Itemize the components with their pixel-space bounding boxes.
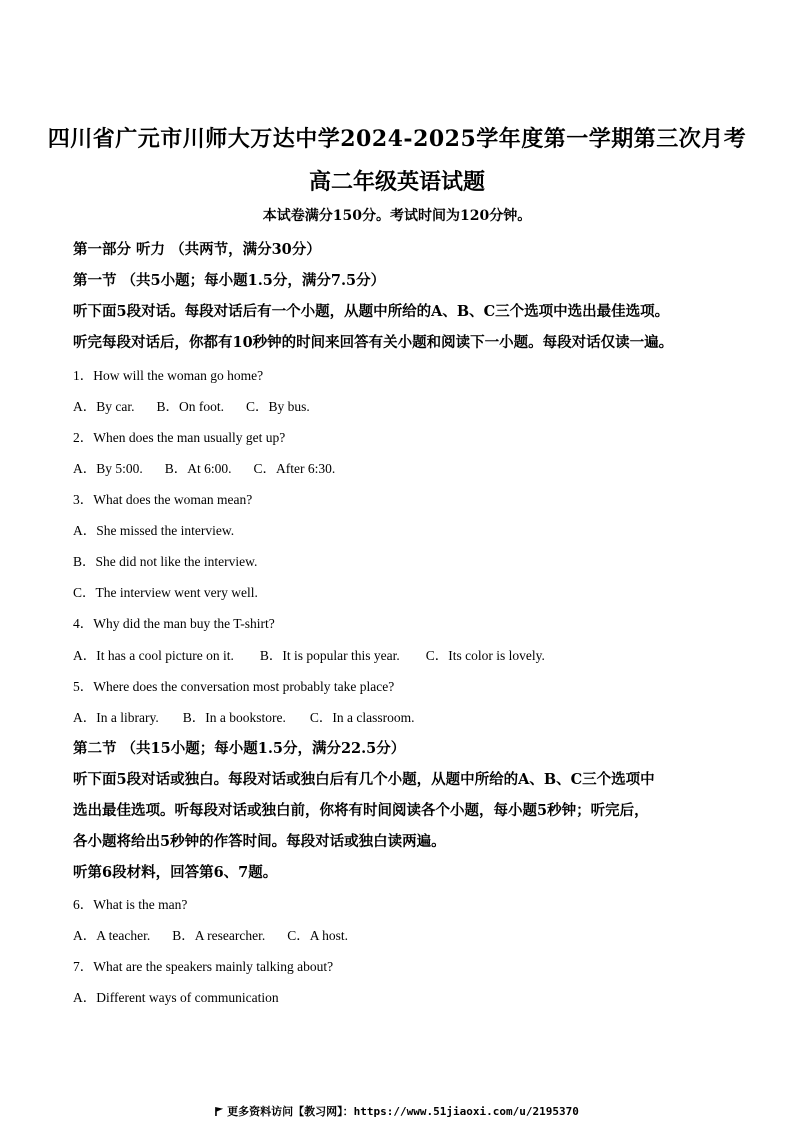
exam-title-line1: 四川省广元市川师大万达中学2024-2025学年度第一学期第三次月考: [47, 126, 747, 152]
option-b: B．In a bookstore.: [182, 710, 286, 725]
option-a: A．By car.: [73, 399, 135, 414]
section1-heading: 第一节 （共5小题；每小题1.5分，满分7.5分）: [73, 272, 386, 289]
question-3-option-b: B．She did not like the interview.: [73, 554, 258, 569]
section1-instructions-line2: 听完每段对话后，你都有10秒钟的时间来回答有关小题和阅读下一小题。每段对话仅读一遍。: [73, 334, 674, 351]
option-c: C．After 6:30.: [253, 461, 336, 476]
option-a: A．A teacher.: [73, 928, 151, 943]
question-4-options: [73, 644, 545, 664]
question-6: 6．What is the man?: [73, 897, 188, 912]
option-c: C．Its color is lovely.: [425, 648, 545, 663]
material-6-heading: 听第6段材料，回答第6、7题。: [73, 864, 278, 881]
option-c: C．By bus.: [246, 399, 310, 414]
section2-instructions-line3: 各小题将给出5秒钟的作答时间。每段对话或独白读两遍。: [73, 833, 446, 850]
option-b: B．On foot.: [156, 399, 224, 414]
option-b: B．A researcher.: [172, 928, 266, 943]
option-a: A．In a library.: [73, 710, 159, 725]
section2-instructions-line2: 选出最佳选项。听每段对话或独白前，你将有时间阅读各个小题，每小题5秒钟；听完后，: [73, 802, 649, 819]
option-b: B．It is popular this year.: [259, 648, 400, 663]
option-b: B．At 6:00.: [164, 461, 232, 476]
footer-text: 更多资料访问【教习网】：https://www.51jiaoxi.com/u/2195370: [227, 1105, 579, 1118]
question-6-options: [73, 924, 348, 944]
question-5: 5．Where does the conversation most probably take place?: [73, 679, 395, 694]
question-1: 1．How will the woman go home?: [73, 368, 264, 383]
question-4: 4．Why did the man buy the T-shirt?: [73, 616, 275, 631]
section2-heading: 第二节 （共15小题；每小题1.5分，满分22.5分）: [73, 740, 406, 757]
question-2-options: [73, 457, 335, 477]
footer-link[interactable]: [0, 1103, 794, 1119]
question-1-options: [73, 395, 310, 415]
part1-heading: 第一部分 听力 （共两节，满分30分）: [73, 241, 321, 258]
question-3-option-a: A．She missed the interview.: [73, 523, 235, 538]
section2-instructions-line1: 听下面5段对话或独白。每段对话或独白后有几个小题，从题中所给的A、B、C三个选项中: [73, 771, 655, 788]
question-3-option-c: C．The interview went very well.: [73, 585, 258, 600]
section1-instructions-line1: 听下面5段对话。每段对话后有一个小题，从题中所给的A、B、C三个选项中选出最佳选项。: [73, 303, 670, 320]
flag-icon: [215, 1107, 223, 1116]
question-7: 7．What are the speakers mainly talking about?: [73, 959, 334, 974]
option-c: C．A host.: [287, 928, 348, 943]
question-3: 3．What does the woman mean?: [73, 492, 253, 507]
option-c: C．In a classroom.: [309, 710, 415, 725]
question-5-options: [73, 706, 414, 726]
option-a: A．It has a cool picture on it.: [73, 648, 234, 663]
question-7-option-a: A．Different ways of communication: [73, 990, 279, 1005]
question-2: 2．When does the man usually get up?: [73, 430, 286, 445]
exam-title-line2: 高二年级英语试题: [308, 169, 485, 195]
option-a: A．By 5:00.: [73, 461, 143, 476]
exam-subtitle: 本试卷满分150分。考试时间为120分钟。: [262, 208, 532, 224]
